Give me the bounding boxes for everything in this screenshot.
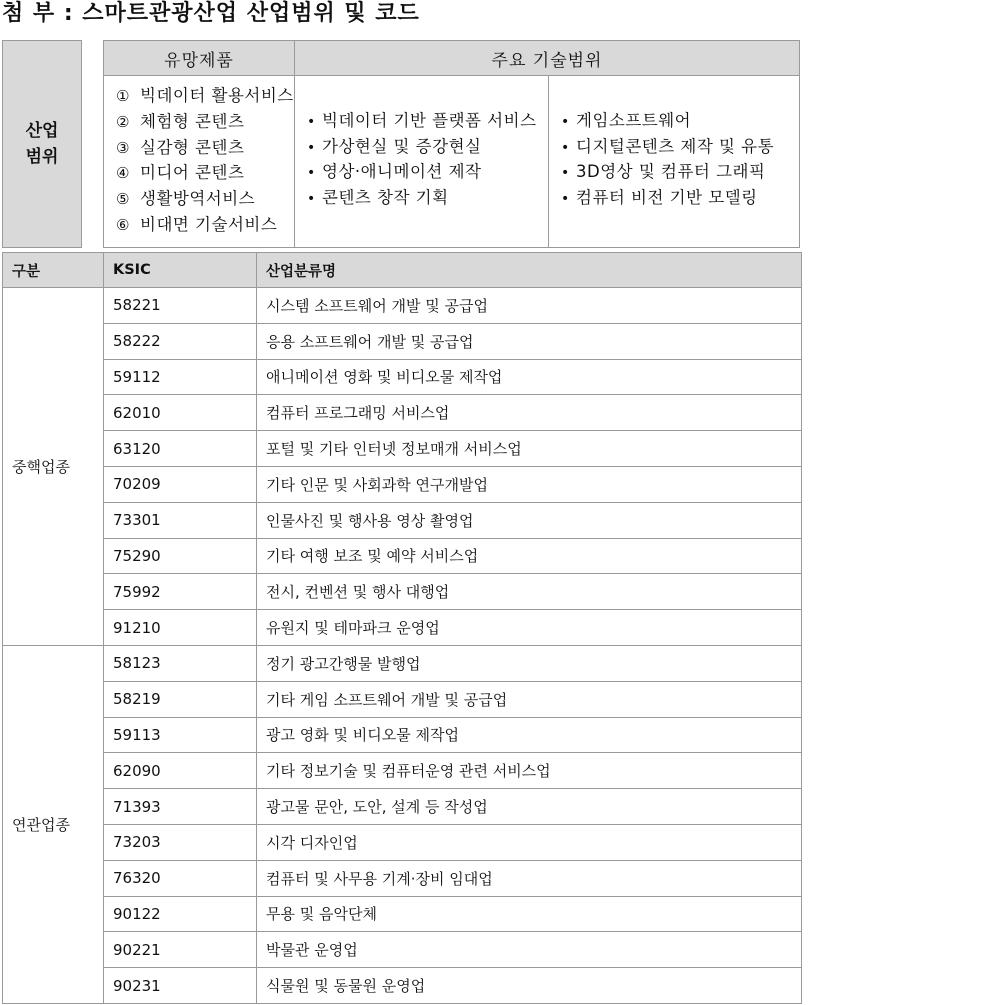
ksic-code: 70209 [104, 466, 257, 502]
tech-item: • 디지털콘텐츠 제작 및 유통 [561, 134, 799, 160]
ksic-code: 58222 [104, 323, 257, 359]
table-row [3, 466, 802, 502]
industry-name: 전시, 컨벤션 및 행사 대행업 [257, 574, 802, 610]
industry-name: 애니메이션 영화 및 비디오물 제작업 [257, 359, 802, 395]
product-number: ② [116, 112, 130, 131]
ksic-code: 58123 [104, 645, 257, 681]
products-header: 유망제품 [103, 40, 295, 76]
table-header-row [3, 253, 802, 288]
industry-name: 무용 및 음악단체 [257, 896, 802, 932]
table-row [3, 359, 802, 395]
product-item [116, 83, 294, 109]
ksic-code: 90231 [104, 968, 257, 1004]
ksic-code: 63120 [104, 431, 257, 467]
table-row [3, 681, 802, 717]
industry-name: 시각 디자인업 [257, 824, 802, 860]
header-category: 구분 [3, 253, 104, 288]
page-title: 첨 부 : 스마트관광산업 산업범위 및 코드 [2, 1, 420, 26]
industry-name: 광고물 문안, 도안, 설계 등 작성업 [257, 789, 802, 825]
product-item [116, 135, 294, 161]
industry-name: 시스템 소프트웨어 개발 및 공급업 [257, 288, 802, 324]
table-row [3, 968, 802, 1004]
product-number: ④ [116, 164, 130, 183]
table-row [3, 932, 802, 968]
industry-name: 기타 인문 및 사회과학 연구개발업 [257, 466, 802, 502]
product-number: ⑤ [116, 190, 130, 209]
ksic-code: 62010 [104, 395, 257, 431]
ksic-code: 90122 [104, 896, 257, 932]
tech-item: • 빅데이터 기반 플랫폼 서비스 [307, 108, 548, 134]
industry-name: 유원지 및 테마파크 운영업 [257, 610, 802, 646]
ksic-code: 59112 [104, 359, 257, 395]
ksic-code: 73203 [104, 824, 257, 860]
tech-item: • 3D영상 및 컴퓨터 그래픽 [561, 159, 799, 185]
industry-name: 광고 영화 및 비디오물 제작업 [257, 717, 802, 753]
table-row [3, 574, 802, 610]
header-industry-name: 산업분류명 [257, 253, 802, 288]
industry-name: 기타 정보기술 및 컴퓨터운영 관련 서비스업 [257, 753, 802, 789]
tech-item: • 영상·애니메이션 제작 [307, 159, 548, 185]
scope-row-label: 산업 범위 [2, 40, 82, 248]
ksic-code: 75290 [104, 538, 257, 574]
table-row [3, 753, 802, 789]
tech-left-list [295, 76, 548, 210]
product-number: ① [116, 87, 130, 105]
product-text: 생활방역서비스 [140, 189, 256, 209]
tech-right-list [549, 76, 799, 210]
table-row [3, 610, 802, 646]
header-ksic: KSIC [104, 253, 257, 288]
industry-name: 박물관 운영업 [257, 932, 802, 968]
ksic-code: 76320 [104, 860, 257, 896]
industry-name: 응용 소프트웨어 개발 및 공급업 [257, 323, 802, 359]
industry-scope-table [2, 40, 800, 248]
tech-item: • 가상현실 및 증강현실 [307, 134, 548, 160]
product-item [116, 109, 294, 135]
industry-name: 식물원 및 동물원 운영업 [257, 968, 802, 1004]
ksic-code: 91210 [104, 610, 257, 646]
industry-name: 정기 광고간행물 발행업 [257, 645, 802, 681]
industry-name: 인물사진 및 행사용 영상 촬영업 [257, 502, 802, 538]
product-text: 체험형 콘텐츠 [140, 111, 245, 131]
ksic-code: 73301 [104, 502, 257, 538]
industry-name: 기타 게임 소프트웨어 개발 및 공급업 [257, 681, 802, 717]
products-list [104, 76, 294, 238]
product-number: ⑥ [116, 215, 130, 234]
ksic-code: 58219 [104, 681, 257, 717]
ksic-code: 90221 [104, 932, 257, 968]
table-row [3, 789, 802, 825]
tech-header: 주요 기술범위 [294, 40, 800, 76]
table-row [3, 395, 802, 431]
product-text: 미디어 콘텐츠 [140, 163, 245, 183]
product-item [116, 212, 294, 238]
product-text: 빅데이터 활용서비스 [140, 86, 294, 105]
group-label: 연관업종 [3, 645, 104, 1003]
ksic-code: 71393 [104, 789, 257, 825]
tech-item: • 게임소프트웨어 [561, 108, 799, 134]
ksic-code: 58221 [104, 288, 257, 324]
group-label: 중핵업종 [3, 288, 104, 646]
table-row [3, 502, 802, 538]
product-item [116, 160, 294, 186]
table-row [3, 860, 802, 896]
ksic-code: 59113 [104, 717, 257, 753]
ksic-code: 75992 [104, 574, 257, 610]
industry-name: 포털 및 기타 인터넷 정보매개 서비스업 [257, 431, 802, 467]
industry-name: 컴퓨터 및 사무용 기계·장비 임대업 [257, 860, 802, 896]
industry-name: 컴퓨터 프로그래밍 서비스업 [257, 395, 802, 431]
product-item [116, 186, 294, 212]
table-row [3, 824, 802, 860]
tech-right-cell [548, 75, 800, 248]
table-row [3, 288, 802, 324]
table-row [3, 323, 802, 359]
ksic-code: 62090 [104, 753, 257, 789]
product-number: ③ [116, 138, 130, 157]
tech-left-cell [294, 75, 549, 248]
industry-name: 기타 여행 보조 및 예약 서비스업 [257, 538, 802, 574]
table-row [3, 896, 802, 932]
products-cell [103, 75, 295, 248]
ksic-code-table [2, 252, 802, 1004]
table-row [3, 538, 802, 574]
table-row [3, 431, 802, 467]
product-text: 비대면 기술서비스 [140, 214, 278, 234]
tech-item: • 콘텐츠 창작 기획 [307, 185, 548, 211]
table-row [3, 717, 802, 753]
tech-item: • 컴퓨터 비전 기반 모델링 [561, 185, 799, 211]
product-text: 실감형 콘텐츠 [140, 137, 245, 157]
table-row [3, 645, 802, 681]
